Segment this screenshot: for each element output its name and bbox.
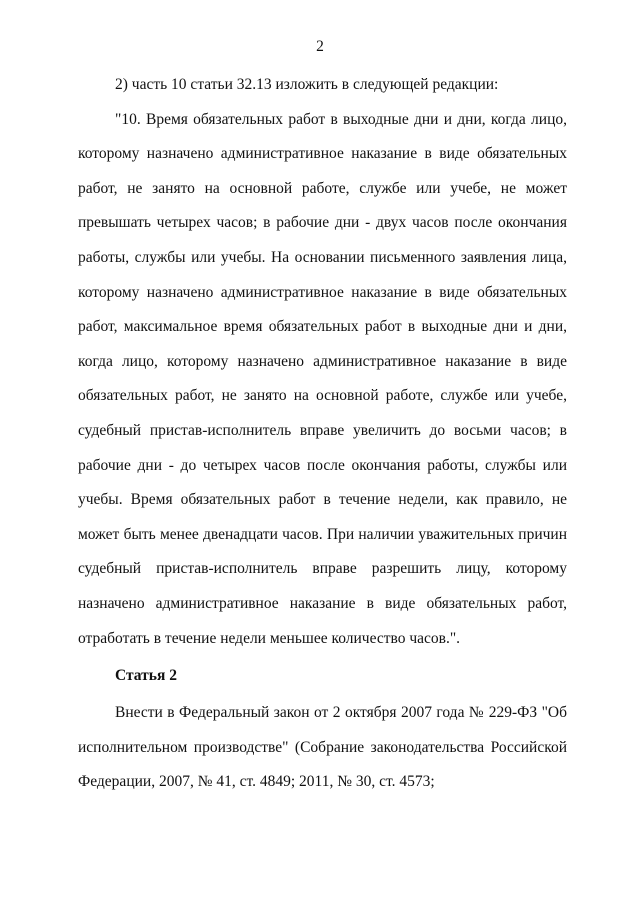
quoted-amendment-text: "10. Время обязательных работ в выходные дни и дни, когда лицо, которому назначено административное наказание в виде обязательных работ, не занято на основной работе, службе или учебе, не может превышать четырех часов; в рабочие дни - двух часов после окончания работы, службы или учебы. На основании письменного заявления лица, которому назначено административное наказание в виде обязательных работ, максимальное время обязательных работ в выходные дни и дни, когда лицо, которому назначено административное наказание в виде обязательных работ, не занято на основной работе, службе или учебе, судебный пристав-исполнитель вправе увеличить до восьми часов; в рабочие дни - до четырех часов после окончания работы, службы или учебы. Время обязательных работ в течение недели, как правило, не может быть менее двенадцати часов. При наличии уважительных причин судебный пристав-исполнитель вправе разрешить лицу, которому назначено административное наказание в виде обязательных работ, отработать в течение недели меньшее количество часов.". xyxy=(78,110,567,647)
amendment-item: 2) часть 10 статьи 32.13 изложить в следующей редакции: xyxy=(115,76,499,93)
page-number: 2 xyxy=(316,38,324,55)
document-body xyxy=(78,68,567,800)
article-text: Внести в Федеральный закон от 2 октября 2007 года № 229-ФЗ "Об исполнительном производстве" (Собрание законодательства Российской Федерации, 2007, № 41, ст. 4849; 2011, № 30, ст. 4573; xyxy=(78,704,567,791)
article-heading: Статья 2 xyxy=(115,667,177,685)
